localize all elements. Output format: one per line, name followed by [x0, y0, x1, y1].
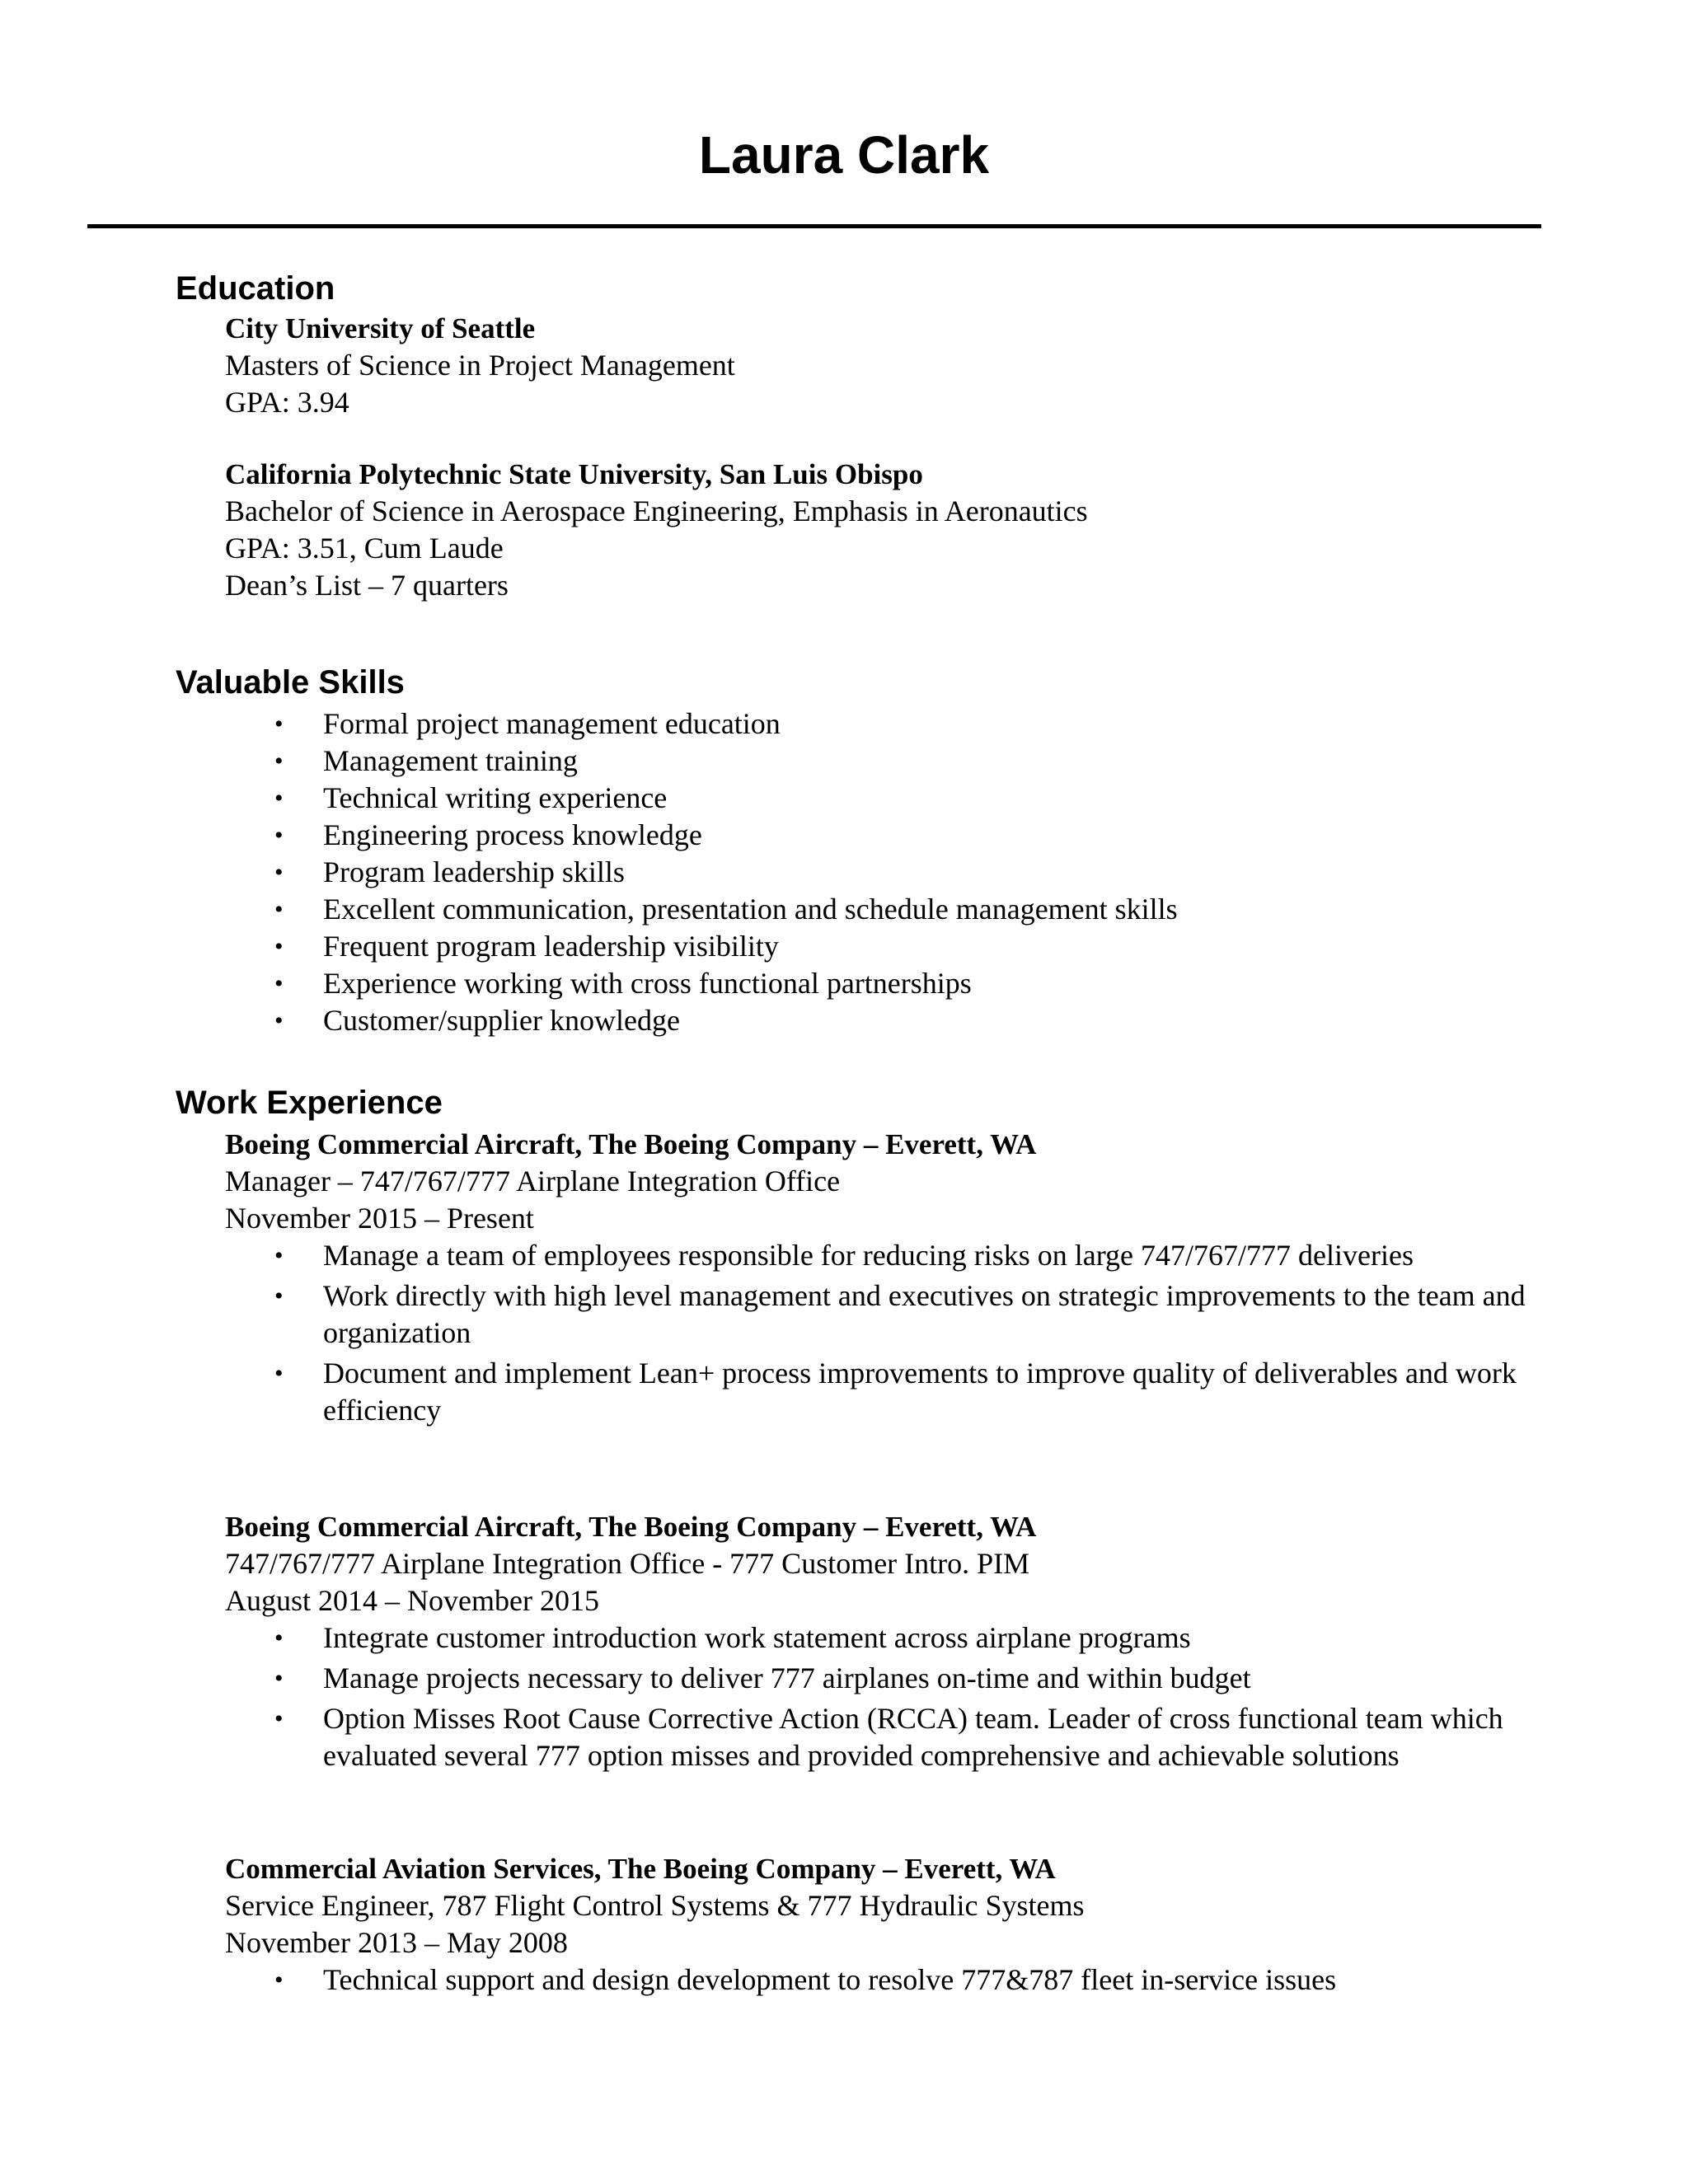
job-bullets	[225, 1961, 1560, 1999]
job-entry-2	[225, 1508, 1560, 1778]
school-name: California Polytechnic State University, San Luis Obispo	[225, 458, 923, 490]
education-entry-2	[225, 456, 1560, 604]
employer-line: Boeing Commercial Aircraft, The Boeing Company – Everett, WA	[225, 1511, 1037, 1543]
candidate-name: Laura Clark	[698, 125, 990, 185]
skills-list	[225, 705, 1560, 1039]
school-name: City University of Seattle	[225, 312, 536, 344]
education-heading: Education	[176, 270, 335, 307]
bullet-icon: •	[274, 785, 284, 812]
skill-item: • Customer/supplier knowledge	[225, 1002, 1560, 1039]
role-line: Service Engineer, 787 Flight Control Systems & 777 Hydraulic Systems	[225, 1889, 1085, 1922]
education-entry-1	[225, 310, 1560, 421]
job-bullet: • Option Misses Root Cause Corrective Action (RCCA) team. Leader of cross functional team which evaluated several 777 option misses and provided comprehensive and achievable solutions	[274, 1702, 1503, 1772]
job-entry-3	[225, 1850, 1560, 2002]
bullet-icon: •	[274, 822, 284, 849]
role-line: Manager – 747/767/777 Airplane Integration Office	[225, 1165, 841, 1197]
skill-item: • Frequent program leadership visibility	[225, 928, 1560, 965]
skills-heading: Valuable Skills	[176, 664, 405, 701]
bullet-icon: •	[274, 859, 284, 886]
honors-line: Dean’s List – 7 quarters	[225, 569, 509, 602]
skill-item: • Engineering process knowledge	[225, 817, 1560, 854]
bullet-icon: •	[274, 1966, 284, 1994]
skill-item: • Formal project management education	[225, 705, 1560, 743]
role-line: 747/767/777 Airplane Integration Office - 777 Customer Intro. PIM	[225, 1547, 1030, 1580]
dates-line: August 2014 – November 2015	[225, 1584, 599, 1617]
skills-list-block	[225, 705, 1560, 1039]
bullet-icon: •	[274, 1007, 284, 1034]
work-heading: Work Experience	[176, 1085, 443, 1121]
skill-item: • Program leadership skills	[225, 854, 1560, 891]
bullet-icon: •	[274, 1624, 284, 1652]
employer-line: Commercial Aviation Services, The Boeing Company – Everett, WA	[225, 1853, 1056, 1885]
dates-line: November 2015 – Present	[225, 1202, 534, 1235]
job-bullet: • Work directly with high level management and executives on strategic improvements to the team and organization	[274, 1279, 1526, 1349]
bullet-icon: •	[274, 1360, 284, 1387]
job-entry-1	[225, 1126, 1560, 1432]
bullet-icon: •	[274, 710, 284, 738]
skill-item: • Technical writing experience	[225, 780, 1560, 817]
bullet-icon: •	[274, 970, 284, 997]
bullet-icon: •	[274, 896, 284, 923]
gpa-line: GPA: 3.51, Cum Laude	[225, 532, 504, 565]
bullet-icon: •	[274, 748, 284, 775]
bullet-icon: •	[274, 933, 284, 960]
skill-item: • Excellent communication, presentation and schedule management skills	[225, 891, 1560, 928]
bullet-icon: •	[274, 1665, 284, 1692]
job-bullets	[225, 1237, 1560, 1429]
job-bullet: • Document and implement Lean+ process improvements to improve quality of deliverables and work efficiency	[274, 1357, 1517, 1427]
job-bullet: • Manage a team of employees responsible for reducing risks on large 747/767/777 deliveries	[225, 1237, 1560, 1274]
degree-line: Bachelor of Science in Aerospace Engineering, Emphasis in Aeronautics	[225, 494, 1088, 527]
header-divider	[87, 224, 1541, 228]
dates-line: November 2013 – May 2008	[225, 1926, 568, 1959]
gpa-line: GPA: 3.94	[225, 386, 349, 419]
skill-item: • Management training	[225, 743, 1560, 780]
employer-line: Boeing Commercial Aircraft, The Boeing Company – Everett, WA	[225, 1128, 1037, 1160]
bullet-icon: •	[274, 1282, 284, 1310]
skill-item: • Experience working with cross functional partnerships	[225, 965, 1560, 1002]
job-bullet: • Manage projects necessary to deliver 777 airplanes on-time and within budget	[225, 1660, 1560, 1697]
job-bullet: • Integrate customer introduction work statement across airplane programs	[225, 1619, 1560, 1657]
job-bullets	[225, 1619, 1560, 1774]
degree-line: Masters of Science in Project Management	[225, 349, 735, 382]
bullet-icon: •	[274, 1705, 284, 1732]
bullet-icon: •	[274, 1242, 284, 1269]
job-bullet: • Technical support and design development to resolve 777&787 fleet in-service issues	[225, 1961, 1560, 1999]
